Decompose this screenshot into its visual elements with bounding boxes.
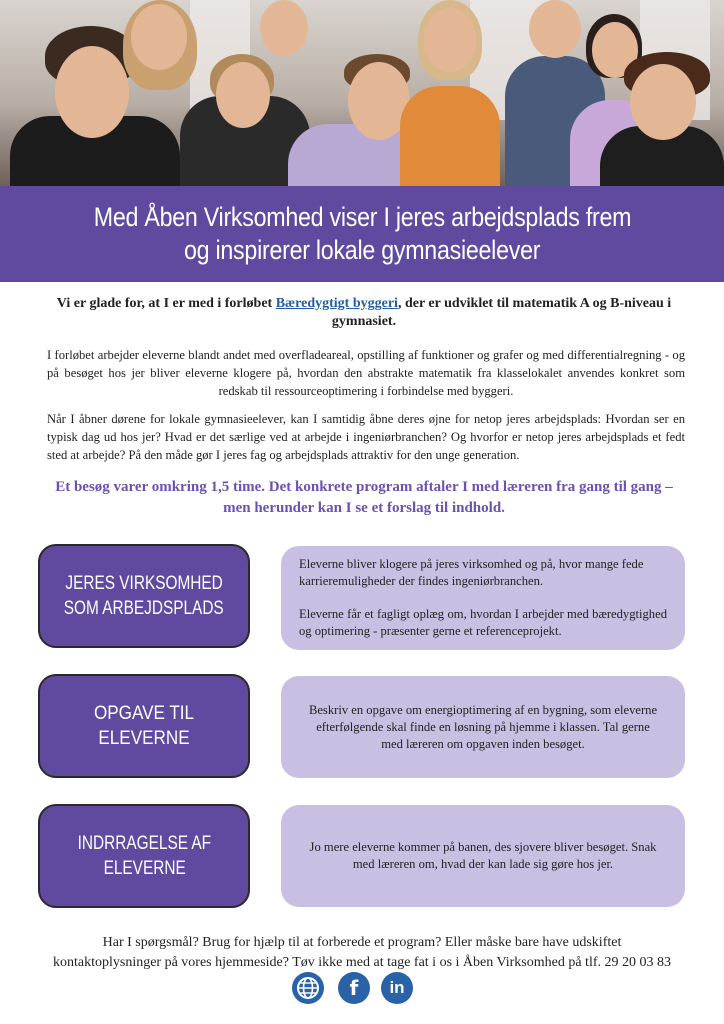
section-box-task xyxy=(281,676,685,778)
student-figure xyxy=(400,0,500,186)
section-label-workplace xyxy=(38,544,250,648)
label-line: SOM ARBEJDSPLADS xyxy=(64,598,224,619)
label-line: OPGAVE TIL ELEVERNE xyxy=(93,703,195,749)
section-box-involvement xyxy=(281,805,685,907)
intro-before: Vi er glade for, at I er med i forløbet xyxy=(56,296,276,311)
paragraph-course: I forløbet arbejder eleverne blandt andet med overfladeareal, opstilling af funktioner og grafer og med differentialregning - og på besøget hos jer bliver eleverne klogere på, hvordan den abstrakte matematik fra klasselokalet anvendes konkret som redskab til ressourceoptimering i forbindelse med byggeri. xyxy=(47,348,685,398)
label-line: INDRRAGELSE AF xyxy=(77,833,211,854)
section-text: Jo mere eleverne kommer på banen, des sjovere bliver besøget. Snak med læreren om, hvad der kan lade sig gøre hos jer. xyxy=(309,840,657,871)
intro-text xyxy=(44,295,684,331)
visit-highlight: Et besøg varer omkring 1,5 time. Det konkrete program aftaler I med læreren fra gang til gang – men herunder kan I se et forslag til indhold. xyxy=(55,479,673,516)
course-link[interactable]: Bæredygtigt byggeri xyxy=(275,296,398,311)
paragraph-open-doors: Når I åbner dørene for lokale gymnasieelever, kan I samtidig åbne deres øjne for netop jeres arbejdsplads: Hvordan ser en typisk dag ud hos jer? Hvad er det særlige ved at arbejde i ingeniørbranchen? Og hvorfor er netop jeres arbejdsplads et fedt sted at arbejde? På den måde gør I jeres fag og arbejdsplads attraktiv for den unge generation. xyxy=(47,412,685,462)
label-line: ELEVERNE xyxy=(102,858,186,879)
footer-contact xyxy=(30,933,694,973)
student-figure xyxy=(600,26,724,186)
globe-icon[interactable] xyxy=(292,972,324,1004)
banner-title-line2: og inspirerer lokale gymnasieelever xyxy=(183,235,541,265)
facebook-icon[interactable]: f xyxy=(338,972,370,1004)
section-label-task xyxy=(38,674,250,778)
label-line: JERES VIRKSOMHED xyxy=(65,573,223,594)
banner-title-line1: Med Åben Virksomhed viser I jeres arbejdsplads frem xyxy=(93,202,631,232)
intro-after: , der er udviklet til matematik A og B-niveau i gymnasiet. xyxy=(331,296,672,329)
globe-icon-svg xyxy=(296,976,320,1000)
linkedin-icon[interactable]: in xyxy=(381,972,413,1004)
section-text: Beskriv en opgave om energioptimering af en bygning, som eleverne efterfølgende skal finde en løsning på hjemme i klassen. Tal gerne med læreren om opgaven inden besøget. xyxy=(308,702,658,751)
hero-photo xyxy=(0,0,724,186)
title-banner xyxy=(0,186,724,282)
section-text: Eleverne får et fagligt oplæg om, hvordan I arbejder med bæredygtighed og optimering - præsenter gerne et referenceprojekt. xyxy=(299,607,667,638)
footer-line2: kontaktoplysninger på vores hjemmeside? Tøv ikke med at tage fat i os i Åben Virksomhed på tlf. 29 20 03 83 xyxy=(52,955,672,970)
section-box-workplace xyxy=(281,546,685,650)
section-text: Eleverne bliver klogere på jeres virksomhed og på, hvor mange fede karrieremuligheder der findes ingeniørbranchen. xyxy=(299,557,644,588)
section-label-involvement xyxy=(38,804,250,908)
footer-line1: Har I spørgsmål? Brug for hjælp til at forberede et program? Eller måske bare have udskiftet xyxy=(102,935,622,950)
